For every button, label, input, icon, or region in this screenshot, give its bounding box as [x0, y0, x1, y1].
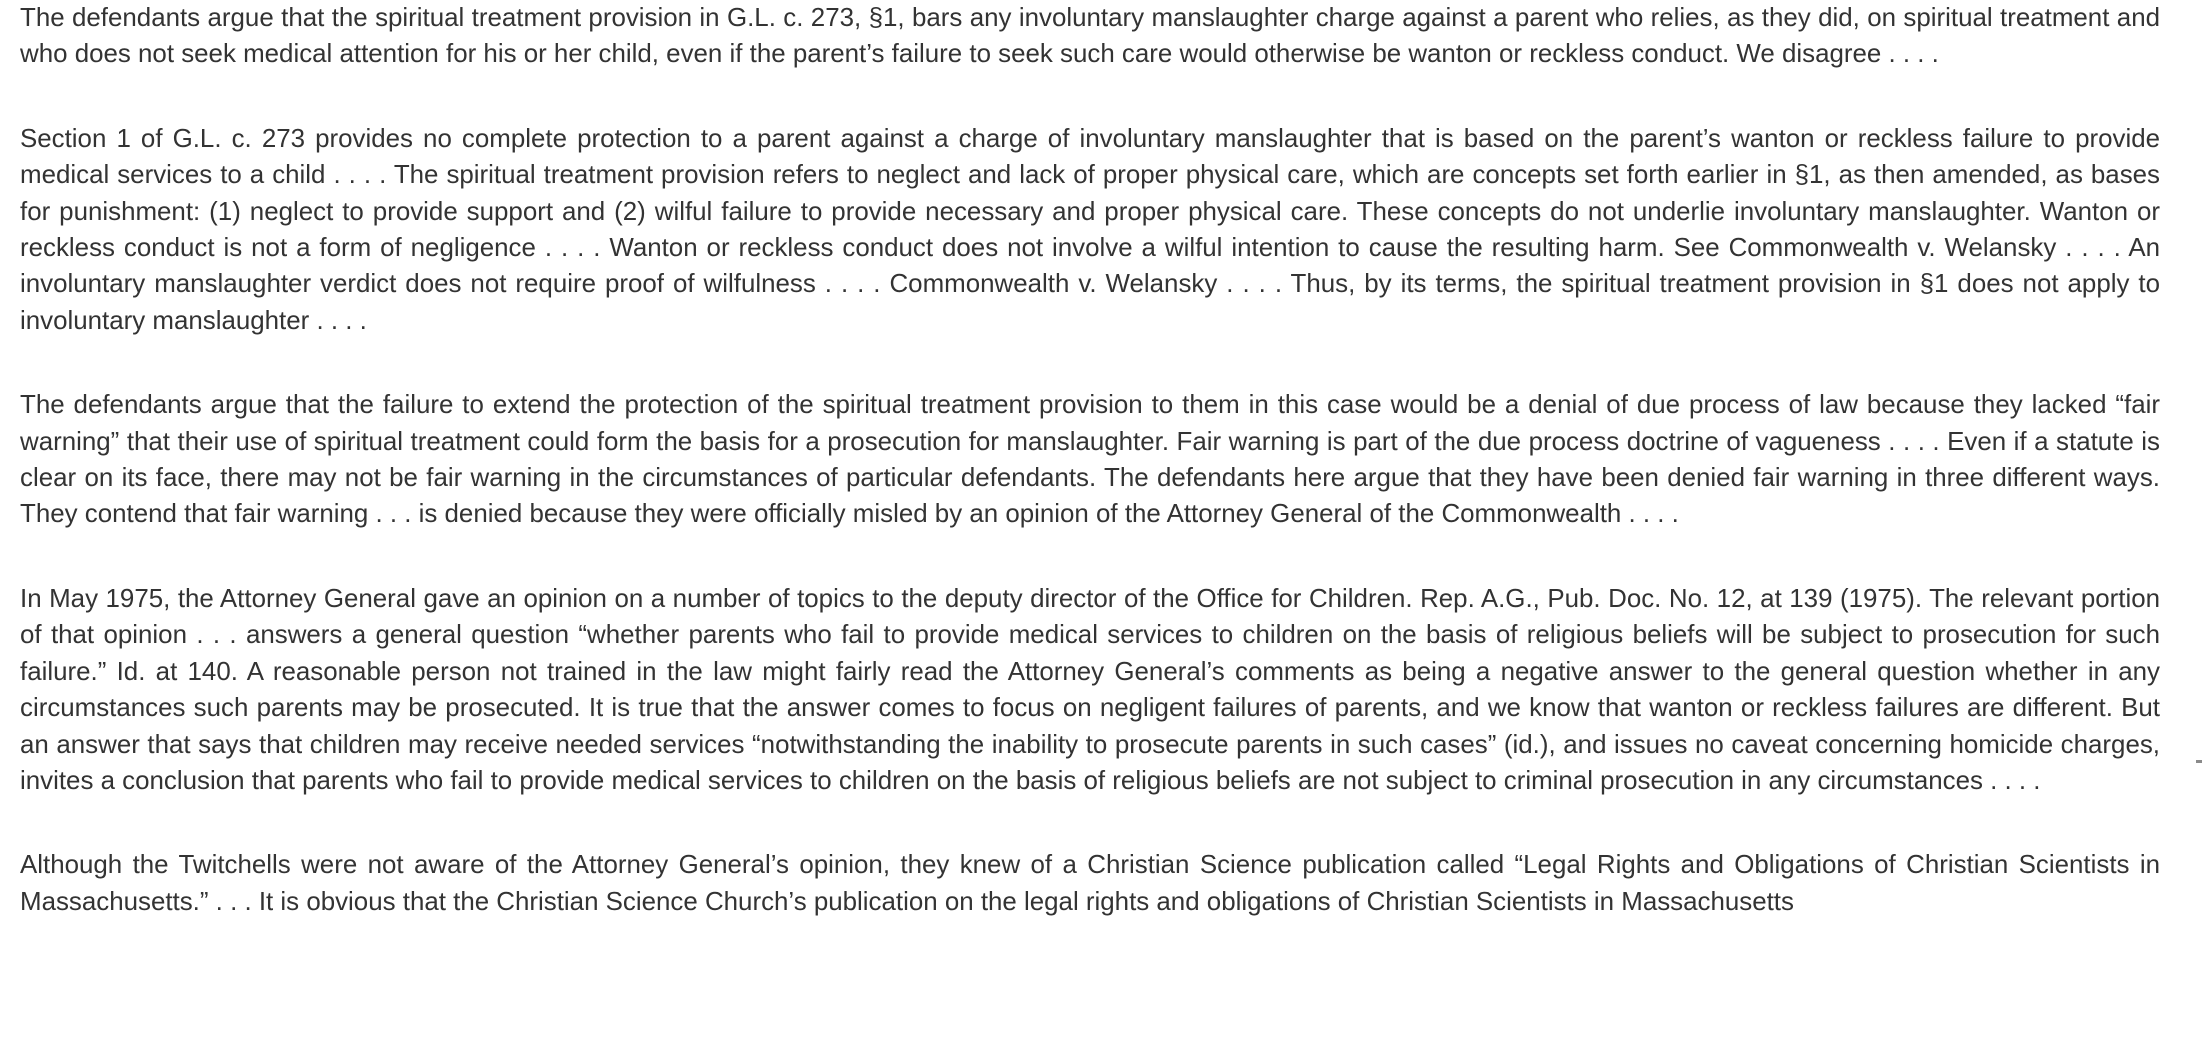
paragraph-attorney-general-opinion: In May 1975, the Attorney General gave an opinion on a number of topics to the deputy director of the Office for Children. Rep. A.G., Pub. Doc. No. 12, at 139 (1975). The relevant portion of that opinion . . . answers a general question “whether parents who fail to provide medical services to children on the basis of religious beliefs will be subject to prosecution for such failure.” Id. at 140. A reasonable person not trained in the law might fairly read the Attorney General’s comments as being a negative answer to the general question whether in any circumstances such parents may be prosecuted. It is true that the answer comes to focus on negligent failures of parents, and we know that wanton or reckless failures are different. But an answer that says that children may receive needed services “notwithstanding the inability to prosecute parents in such cases” (id.), and issues no caveat concerning homicide charges, invites a conclusion that parents who fail to provide medical services to children on the basis of religious beliefs are not subject to criminal prosecution in any circumstances . . . . [20, 584, 2160, 795]
paragraph-fair-warning-argument: The defendants argue that the failure to extend the protection of the spiritual treatment provision to them in this case would be a denial of due process of law because they lacked “fair warning” that their use of spiritual treatment could form the basis for a prosecution for manslaughter. Fair warning is part of the due process doctrine of vagueness . . . . Even if a statute is clear on its face, there may not be fair warning in the circumstances of particular defendants. The defendants here argue that they have been denied fair warning in three different ways. They contend that fair warning . . . is denied because they were officially misled by an opinion of the Attorney General of the Commonwealth . . . . [20, 391, 2160, 529]
paragraph-section-one-analysis: Section 1 of G.L. c. 273 provides no complete protection to a parent against a charge of involuntary manslaughter that is based on the parent’s wanton or reckless failure to provide medical services to a child . . . . The spiritual treatment provision refers to neglect and lack of proper physical care, which are concepts set forth earlier in §1, as then amended, as bases for punishment: (1) neglect to provide support and (2) wilful failure to provide necessary and proper physical care. These concepts do not underlie involuntary manslaughter. Wanton or reckless conduct is not a form of negligence . . . . Wanton or reckless conduct does not involve a wilful intention to cause the resulting harm. See Commonwealth v. Welansky . . . . An involuntary manslaughter verdict does not require proof of wilfulness . . . . Commonwealth v. Welansky . . . . Thus, by its terms, the spiritual treatment provision in §1 does not apply to involuntary manslaughter . . . . [20, 124, 2160, 335]
scroll-edge-mark [2196, 760, 2202, 763]
document-body [20, 0, 2160, 920]
paragraph-spiritual-treatment-argument: The defendants argue that the spiritual treatment provision in G.L. c. 273, §1, bars any involuntary manslaughter charge against a parent who relies, as they did, on spiritual treatment and who does not seek medical attention for his or her child, even if the parent’s failure to seek such care would otherwise be wanton or reckless conduct. We disagree . . . . [20, 4, 2160, 69]
paragraph-christian-science-publication: Although the Twitchells were not aware of the Attorney General’s opinion, they knew of a Christian Science publication called “Legal Rights and Obligations of Christian Scientists in Massachusetts.” . . . It is obvious that the Christian Science Church’s publication on the legal rights and obligations of Christian Scientists in Massachusetts [20, 851, 2160, 916]
